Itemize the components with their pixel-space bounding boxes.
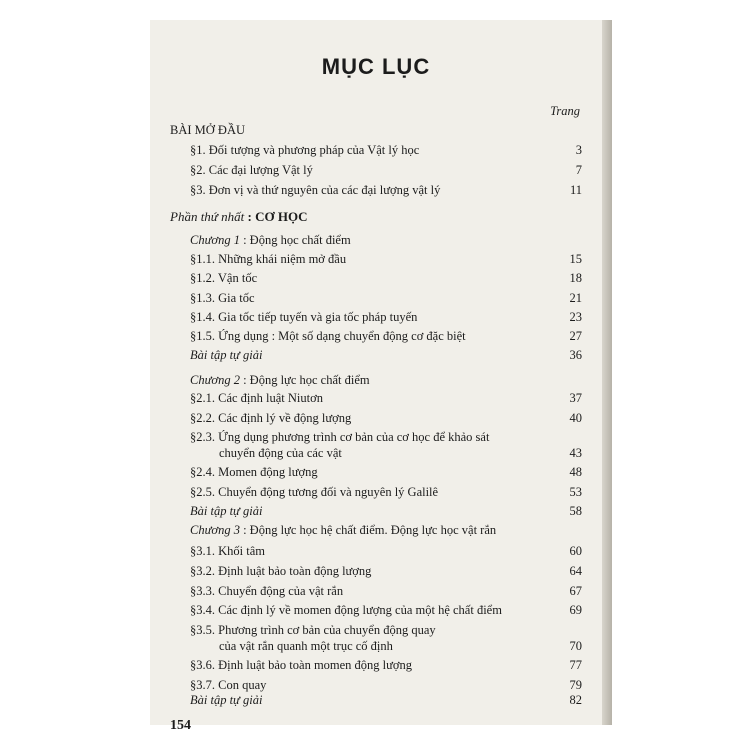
toc-entry-text: Bài tập tự giải xyxy=(190,504,263,518)
toc-entry-label xyxy=(190,600,502,620)
page-column-label: Trang xyxy=(550,104,580,118)
toc-entry-page: 36 xyxy=(569,348,582,362)
toc-entry xyxy=(150,120,602,140)
toc-entry xyxy=(150,541,602,561)
toc-entry xyxy=(150,636,602,656)
toc-entry-label xyxy=(190,230,351,250)
toc-entry-label xyxy=(190,655,412,675)
toc-entry-text: §2.5. Chuyển động tương đối và nguyên lý Galilê xyxy=(190,485,439,499)
toc-entry-text: §3.3. Chuyển động của vật rắn xyxy=(190,584,344,598)
toc-entry-label xyxy=(190,541,265,561)
toc-entry xyxy=(150,370,602,390)
toc-entry-label xyxy=(190,140,419,160)
chapter-prefix: Chương 1 xyxy=(190,233,240,247)
chapter-prefix: Chương 2 xyxy=(190,373,240,387)
toc-entry-text: Bài tập tự giải xyxy=(190,693,263,707)
toc-entry-page: 53 xyxy=(569,485,582,499)
toc-entry xyxy=(150,520,602,540)
toc-entry-label xyxy=(190,345,262,365)
toc-entry-page: 7 xyxy=(575,163,582,177)
toc-entry xyxy=(150,160,602,180)
toc-entry-page: 3 xyxy=(575,143,582,157)
toc-entry-label xyxy=(170,120,245,140)
toc-entry-text: §1.3. Gia tốc xyxy=(190,291,255,305)
toc-entry-label xyxy=(190,370,370,390)
toc-entry-text: §1.2. Vận tốc xyxy=(190,271,258,285)
toc-entry-page: 43 xyxy=(569,446,582,460)
toc-entry-label xyxy=(219,443,342,463)
toc-entry xyxy=(150,180,602,200)
toc-entry xyxy=(150,288,602,308)
toc-entry-text: §3. Đơn vị và thứ nguyên của các đại lượng vật lý xyxy=(190,183,441,197)
toc-entry-page: 64 xyxy=(569,564,582,578)
toc-entry xyxy=(150,462,602,482)
toc-entry xyxy=(150,249,602,269)
toc-entry-page: 77 xyxy=(569,658,582,672)
toc-entry-text: §1. Đối tượng và phương pháp của Vật lý học xyxy=(190,143,420,157)
toc-entry-label xyxy=(190,160,313,180)
part-prefix: Phần thứ nhất xyxy=(170,209,245,224)
toc-entry-page: 69 xyxy=(569,603,582,617)
toc-entry-page: 18 xyxy=(569,271,582,285)
toc-entry-text: §2. Các đại lượng Vật lý xyxy=(190,163,313,177)
toc-entry-text: §1.4. Gia tốc tiếp tuyến và gia tốc pháp tuyến xyxy=(190,310,418,324)
toc-entry-label xyxy=(190,482,438,502)
toc-entry xyxy=(150,690,602,710)
chapter-prefix: Chương 3 xyxy=(190,523,240,537)
toc-entry xyxy=(150,408,602,428)
page-edge xyxy=(602,20,612,725)
toc-entry xyxy=(150,655,602,675)
book-page xyxy=(150,20,602,733)
toc-entry-page: 11 xyxy=(569,183,582,197)
toc-entry-label xyxy=(190,268,257,288)
toc-entry xyxy=(150,581,602,601)
toc-entry-label xyxy=(190,561,371,581)
toc-entry-page: 70 xyxy=(569,639,582,653)
toc-entry-text: chuyển động của các vật xyxy=(219,446,342,460)
toc-entry-text: §1.5. Ứng dụng : Một số dạng chuyển động cơ đặc biệt xyxy=(190,329,466,343)
toc-entry-text: §2.2. Các định lý về động lượng xyxy=(190,411,352,425)
toc-entry-label xyxy=(190,388,323,408)
toc-entry xyxy=(150,207,602,227)
toc-entry-text: §3.2. Định luật bảo toàn động lượng xyxy=(190,564,372,578)
page-number: 154 xyxy=(170,718,191,733)
toc-entry-text: : Động lực học chất điểm xyxy=(239,373,370,387)
toc-entry xyxy=(150,443,602,463)
toc-entry-text: §3.7. Con quay xyxy=(190,678,267,692)
toc-entry-label xyxy=(190,288,255,308)
toc-entry-label xyxy=(190,690,262,710)
toc-entry-page: 58 xyxy=(569,504,582,518)
toc-entry-text: BÀI MỞ ĐẦU xyxy=(170,123,245,137)
toc-entry-label xyxy=(190,581,343,601)
toc-entry-label xyxy=(190,180,440,200)
toc-entry-text: §1.1. Những khái niệm mở đầu xyxy=(190,252,347,266)
toc-entry-label xyxy=(190,520,496,540)
toc-entry-text: §2.3. Ứng dụng phương trình cơ bản của cơ học để khảo sát xyxy=(190,430,490,444)
toc-entry-text: của vật rắn quanh một trục cố định xyxy=(219,639,393,653)
toc-entry-page: 67 xyxy=(569,584,582,598)
toc-entry-label xyxy=(190,249,346,269)
toc-entry-text: §3.4. Các định lý về momen động lượng của một hệ chất điểm xyxy=(190,603,502,617)
toc-entry-page: 82 xyxy=(569,693,582,707)
toc-entry-label xyxy=(190,462,318,482)
toc-entry-text: §3.6. Định luật bảo toàn momen động lượng xyxy=(190,658,413,672)
toc-entry-text: §2.1. Các định luật Niutơn xyxy=(190,391,323,405)
toc-entry-page: 40 xyxy=(569,411,582,425)
toc-entry-label xyxy=(190,326,466,346)
toc-entry-page: 48 xyxy=(569,465,582,479)
toc-entry-text: Bài tập tự giải xyxy=(190,348,263,362)
toc-entry-page: 27 xyxy=(569,329,582,343)
toc-entry xyxy=(150,230,602,250)
toc-entry-label xyxy=(219,636,393,656)
toc-entry xyxy=(150,501,602,521)
toc-entry-label xyxy=(190,501,262,521)
toc-entry xyxy=(150,345,602,365)
toc-entry-text: §3.5. Phương trình cơ bản của chuyển động quay xyxy=(190,623,436,637)
toc-entry-text: §3.1. Khối tâm xyxy=(190,544,265,558)
toc-entry xyxy=(150,140,602,160)
toc-entry xyxy=(150,307,602,327)
toc-entry xyxy=(150,600,602,620)
toc-title: MỤC LỤC xyxy=(321,54,431,79)
toc-entry xyxy=(150,326,602,346)
toc-entry-label xyxy=(170,207,307,227)
toc-entry-page: 23 xyxy=(569,310,582,324)
toc-entry-text: : Động học chất điểm xyxy=(239,233,351,247)
toc-entry-page: 60 xyxy=(569,544,582,558)
toc-entry-text: : Động lực học hệ chất điểm. Động lực học vật rắn xyxy=(239,523,497,537)
toc-entry xyxy=(150,561,602,581)
toc-entry xyxy=(150,482,602,502)
toc-entry-page: 21 xyxy=(569,291,582,305)
toc-entry-page: 15 xyxy=(569,252,582,266)
toc-entry xyxy=(150,388,602,408)
toc-entry-page: 37 xyxy=(569,391,582,405)
toc-entry-text: : CƠ HỌC xyxy=(244,209,308,224)
toc-entry xyxy=(150,268,602,288)
toc-entry-label xyxy=(190,307,417,327)
toc-entry-label xyxy=(190,408,351,428)
toc-entry-page: 79 xyxy=(569,678,582,692)
toc-entry-text: §2.4. Momen động lượng xyxy=(190,465,318,479)
